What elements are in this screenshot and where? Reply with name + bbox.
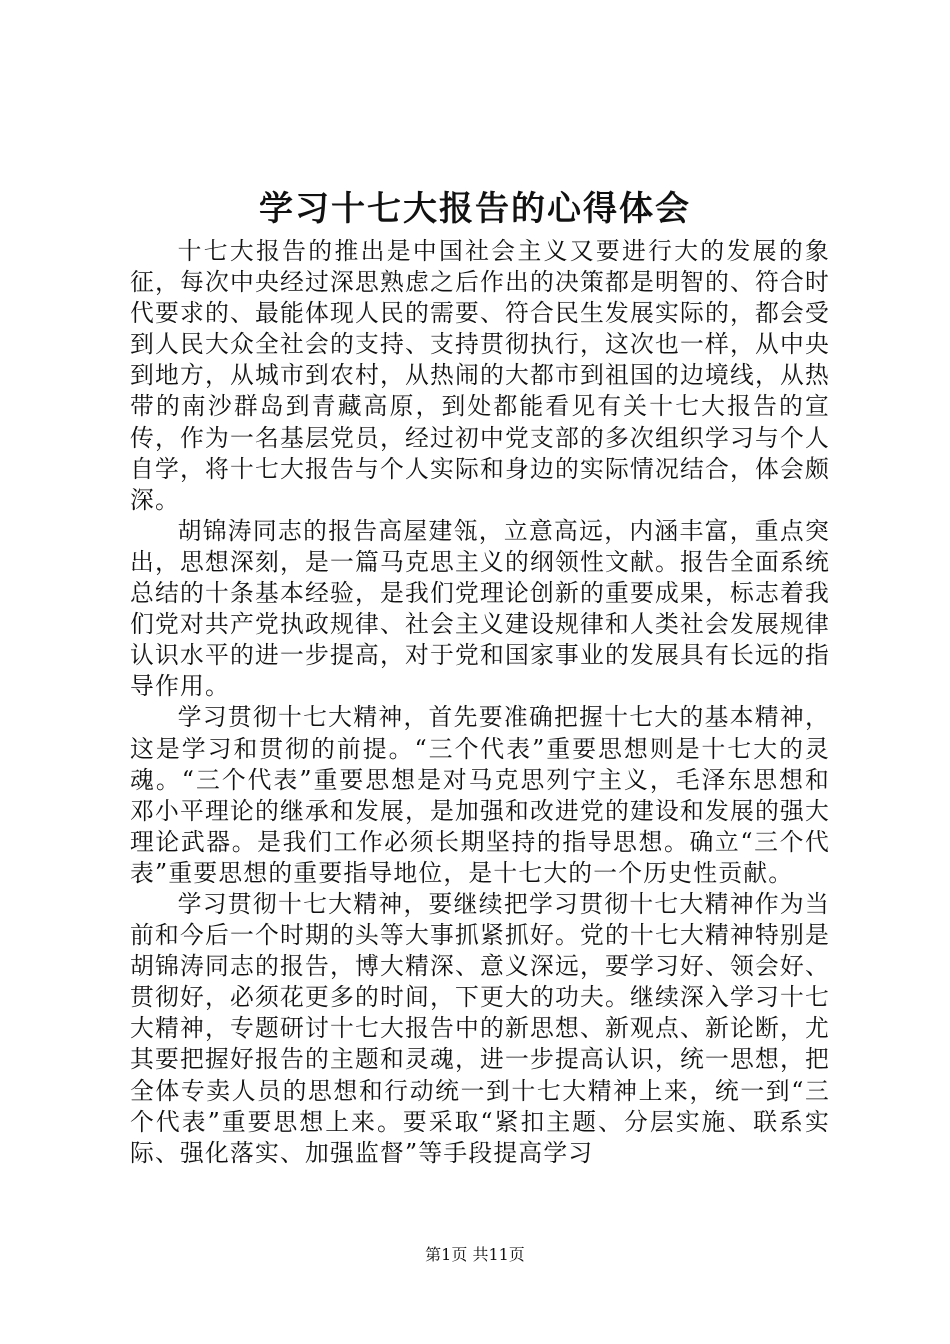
document-title: 学习十七大报告的心得体会: [259, 189, 691, 229]
paragraph-1: 十七大报告的推出是中国社会主义又要进行大的发展的象征，每次中央经过深思熟虑之后作出的决策都是明智的、符合时代要求的、最能体现人民的需要、符合民生发展实际的，都会受到人民大众全社会的支持、支持贯彻执行，这次也一样，从中央到地方，从城市到农村，从热闹的大都市到祖国的边境线，从热带的南沙群岛到青藏高原，到处都能看见有关十七大报告的宣传，作为一名基层党员，经过初中党支部的多次组织学习与个人自学，将十七大报告与个人实际和身边的实际情况结合，体会颇深。: [130, 237, 830, 514]
paragraph-4: 学习贯彻十七大精神，要继续把学习贯彻十七大精神作为当前和今后一个时期的头等大事抓紧抓好。党的十七大精神特别是胡锦涛同志的报告，博大精深、意义深远，要学习好、领会好、贯彻好，必须花更多的时间，下更大的功夫。继续深入学习十七大精神，专题研讨十七大报告中的新思想、新观点、新论断，尤其要把握好报告的主题和灵魂，进一步提高认识，统一思想，把全体专卖人员的思想和行动统一到十七大精神上来，统一到“三个代表”重要思想上来。要采取“紧扣主题、分层实施、联系实际、强化落实、加强监督”等手段提高学习: [130, 889, 830, 1167]
document-body: [130, 236, 830, 1169]
paragraph-3: 学习贯彻十七大精神，首先要准确把握十七大的基本精神，这是学习和贯彻的前提。“三个代表”重要思想则是十七大的灵魂。“三个代表”重要思想是对马克思列宁主义，毛泽东思想和邓小平理论的继承和发展，是加强和改进党的建设和发展的强大理论武器。是我们工作必须长期坚持的指导思想。确立“三个代表”重要思想的重要指导地位，是十七大的一个历史性贡献。: [130, 703, 830, 887]
paragraph-2: 胡锦涛同志的报告高屋建瓴，立意高远，内涵丰富，重点突出，思想深刻，是一篇马克思主义的纲领性文献。报告全面系统总结的十条基本经验，是我们党理论创新的重要成果，标志着我们党对共产党执政规律、社会主义建设规律和人类社会发展规律认识水平的进一步提高，对于党和国家事业的发展具有长远的指导作用。: [130, 516, 830, 701]
page-number-footer: 第1页 共11页: [425, 1245, 525, 1264]
